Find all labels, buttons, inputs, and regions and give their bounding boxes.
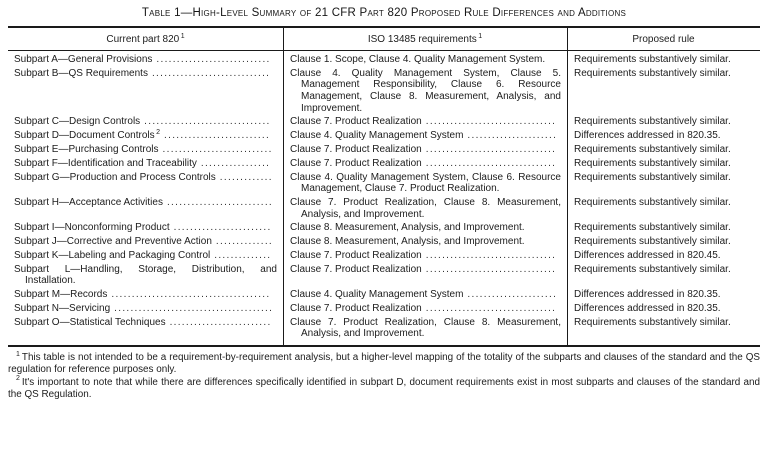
dot-leader (220, 172, 271, 184)
dot-leader (426, 144, 555, 156)
cell-text: Subpart C—Design Controls (14, 116, 141, 128)
column-divider-2 (567, 28, 568, 345)
cell-iso-13485-requirements (283, 263, 567, 288)
cell-text: Subpart L—Handling, Storage, Distribution, and Installation. (14, 263, 277, 287)
footnote-marker: 1 (478, 32, 483, 40)
cell-text: Subpart O—Statistical Techniques (14, 316, 166, 328)
table-header-row (8, 28, 760, 51)
dot-leader (170, 317, 271, 329)
cell-iso-13485-requirements (283, 157, 567, 171)
cell-iso-13485-requirements (283, 288, 567, 302)
cell-current-part-820 (8, 67, 283, 116)
table-row (8, 115, 760, 129)
cell-proposed-rule: Requirements substantively similar. (574, 222, 731, 234)
cell-text: Subpart J—Corrective and Preventive Action (14, 236, 212, 248)
cell-text: Subpart M—Records (14, 289, 108, 301)
cell-text: Subpart K—Labeling and Packaging Control (14, 249, 211, 261)
cell-proposed-rule: Requirements substantively similar. (574, 144, 731, 155)
cell-current-part-820 (8, 249, 283, 263)
cell-current-part-820 (8, 316, 283, 341)
dot-leader (164, 130, 271, 142)
table-row (8, 143, 760, 157)
cell-proposed-rule: Requirements substantively similar. (574, 316, 731, 328)
cell-text: Clause 1. Scope, Clause 4. Quality Management System. (290, 54, 546, 66)
column-header-proposed-rule (567, 28, 760, 50)
column-header-label: Proposed rule (632, 34, 695, 45)
footnote-marker: 1 (16, 350, 20, 358)
cell-text: Clause 7. Product Realization (290, 144, 422, 155)
cell-proposed-rule: Requirements substantively similar. (574, 196, 731, 208)
cell-proposed-rule: Differences addressed in 820.35. (574, 130, 721, 142)
cell-current-part-820 (8, 288, 283, 302)
table-row (8, 170, 760, 195)
cell-iso-13485-requirements (283, 129, 567, 143)
cell-current-part-820 (8, 235, 283, 249)
cell-text: Clause 4. Quality Management System, Clause 5. Management Responsibility, Clause 6. Resource Management, Clause 8. Measurement, Analysis, and Improvement. (290, 67, 561, 114)
cell-text: Clause 4. Quality Management System (290, 130, 464, 142)
table-row (8, 316, 760, 341)
footnote-marker: 2 (16, 375, 20, 383)
dot-leader (214, 250, 271, 262)
dot-leader (167, 197, 271, 209)
cell-text: Subpart B—QS Requirements (14, 67, 148, 79)
dot-leader (111, 289, 271, 301)
cell-text: Clause 7. Product Realization (290, 116, 422, 128)
column-header-current-part-820 (8, 28, 283, 50)
cell-text: Subpart E—Purchasing Controls (14, 144, 159, 155)
dot-leader (114, 303, 271, 315)
cell-iso-13485-requirements (283, 143, 567, 157)
footnote-1 (8, 352, 760, 377)
cell-current-part-820 (8, 129, 283, 143)
cell-proposed-rule: Requirements substantively similar. (574, 171, 731, 183)
cell-proposed-rule: Requirements substantively similar. (574, 263, 731, 275)
table-row (8, 221, 760, 235)
cell-proposed-rule: Requirements substantively similar. (574, 67, 731, 79)
cell-proposed-rule: Requirements substantively similar. (574, 157, 731, 169)
dot-leader (201, 158, 271, 170)
cell-iso-13485-requirements (283, 170, 567, 195)
cell-current-part-820 (8, 115, 283, 129)
cell-proposed-rule: Requirements substantively similar. (574, 236, 731, 248)
dot-leader (216, 236, 271, 248)
dot-leader (426, 264, 555, 276)
table-row (8, 129, 760, 143)
cell-current-part-820 (8, 170, 283, 195)
dot-leader (426, 250, 555, 262)
cell-proposed-rule: Differences addressed in 820.35. (574, 289, 721, 301)
cell-proposed-rule: Differences addressed in 820.35. (574, 302, 721, 314)
cell-text: Subpart F—Identification and Traceability (14, 157, 197, 169)
cell-iso-13485-requirements (283, 302, 567, 316)
dot-leader (426, 158, 555, 170)
cell-current-part-820 (8, 221, 283, 235)
cell-text: Clause 8. Measurement, Analysis, and Improvement. (290, 236, 525, 248)
table-row (8, 53, 760, 67)
cell-text: Subpart G—Production and Process Controls (14, 171, 216, 183)
cell-proposed-rule: Requirements substantively similar. (574, 116, 731, 128)
cell-text: Clause 7. Product Realization (290, 302, 422, 314)
dot-leader (144, 116, 271, 128)
cell-text: Clause 7. Product Realization (290, 263, 422, 275)
dot-leader (174, 222, 271, 234)
dot-leader (467, 130, 555, 142)
table-row (8, 288, 760, 302)
cell-iso-13485-requirements (283, 196, 567, 221)
dot-leader (152, 68, 271, 80)
footnote-2 (8, 377, 760, 402)
cell-text: Subpart I—Nonconforming Product (14, 222, 170, 234)
cell-iso-13485-requirements (283, 221, 567, 235)
cell-iso-13485-requirements (283, 316, 567, 341)
cell-current-part-820 (8, 196, 283, 221)
cell-current-part-820 (8, 53, 283, 67)
column-header-iso-requirements (283, 28, 567, 50)
cell-proposed-rule: Differences addressed in 820.45. (574, 249, 721, 261)
cell-current-part-820 (8, 143, 283, 157)
table-title-text: Table 1—High-Level Summary of 21 CFR Part 820 Proposed Rule Differences and Additions (141, 7, 627, 19)
cell-text: Clause 7. Product Realization, Clause 8. Measurement, Analysis, and Improvement. (290, 196, 561, 220)
dot-leader (156, 54, 271, 66)
cell-text: Subpart N—Servicing (14, 302, 111, 314)
column-header-label: Current part 820 (106, 34, 180, 45)
dot-leader (467, 289, 555, 301)
footnote-marker: 2 (156, 128, 161, 136)
column-divider-1 (283, 28, 284, 345)
footnote-text: It's important to note that while there are differences specifically identified in subpart D, document requirements exist in most subparts and clauses of the standard and the QS Regulation. (8, 376, 760, 401)
table-row (8, 263, 760, 288)
cell-text: Clause 7. Product Realization (290, 249, 422, 261)
cell-text: Subpart H—Acceptance Activities (14, 196, 163, 208)
footnote-text: This table is not intended to be a requirement-by-requirement analysis, but a higher-level mapping of the totality of the subparts and clauses of the standard and the QS regulation for reference purposes only. (8, 351, 760, 376)
table-row (8, 67, 760, 116)
cell-current-part-820 (8, 263, 283, 288)
summary-table (8, 26, 760, 347)
table-body (8, 51, 760, 345)
column-header-label: ISO 13485 requirements (367, 34, 477, 45)
cell-iso-13485-requirements (283, 249, 567, 263)
cell-text: Clause 7. Product Realization (290, 157, 422, 169)
footnote-marker: 1 (180, 32, 185, 40)
cell-current-part-820 (8, 302, 283, 316)
cell-text: Clause 7. Product Realization, Clause 8. Measurement, Analysis, and Improvement. (290, 316, 561, 340)
cell-text: Subpart A—General Provisions (14, 54, 153, 66)
dot-leader (426, 116, 555, 128)
dot-leader (426, 303, 555, 315)
table-row (8, 196, 760, 221)
cell-text: Clause 4. Quality Management System, Clause 6. Resource Management, Clause 7. Product Realization. (290, 171, 561, 195)
cell-proposed-rule: Requirements substantively similar. (574, 54, 731, 66)
cell-iso-13485-requirements (283, 67, 567, 116)
cell-iso-13485-requirements (283, 53, 567, 67)
table-row (8, 157, 760, 171)
footnotes-section (8, 352, 760, 402)
cell-text: Subpart D—Document Controls $^2$ (14, 128, 161, 142)
table-row (8, 302, 760, 316)
table-row (8, 235, 760, 249)
cell-iso-13485-requirements (283, 115, 567, 129)
cell-text: Clause 4. Quality Management System (290, 289, 464, 301)
cell-current-part-820 (8, 157, 283, 171)
table-title (8, 7, 760, 19)
cell-iso-13485-requirements (283, 235, 567, 249)
dot-leader (163, 144, 271, 156)
table-row (8, 249, 760, 263)
cell-text: Clause 8. Measurement, Analysis, and Improvement. (290, 222, 525, 234)
